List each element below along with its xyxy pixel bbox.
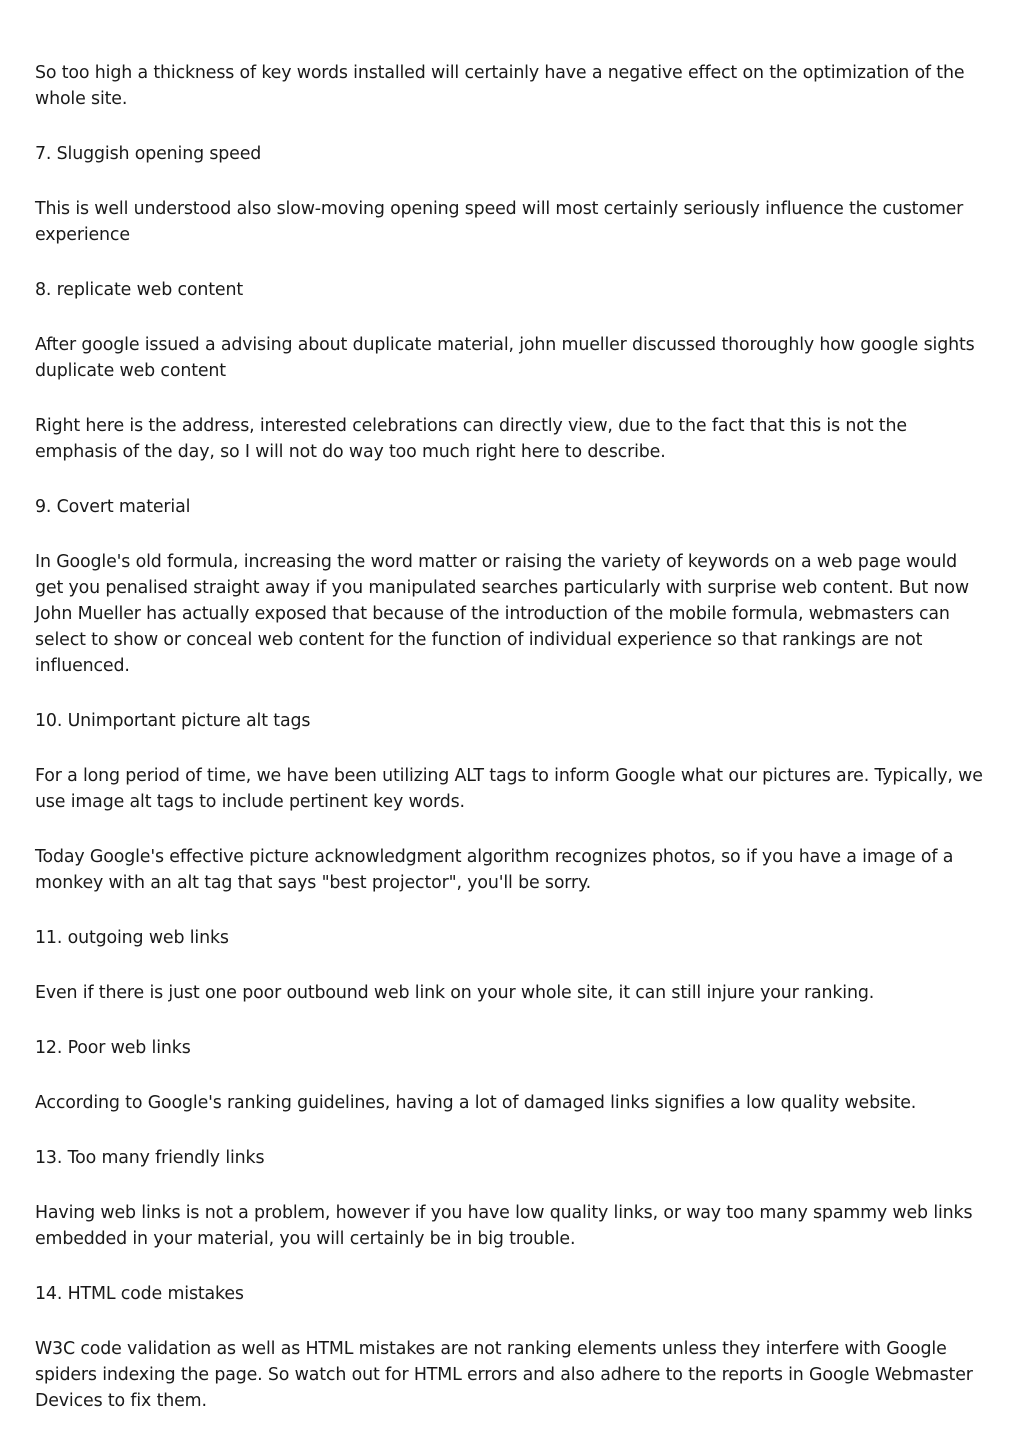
heading-poor-links: 12. Poor web links: [35, 1038, 191, 1058]
paragraph-opening-speed: This is well understood also slow-moving opening speed will most certainly seriously influence the customer experience: [35, 199, 964, 245]
paragraph-hidden-content: In Google's old formula, increasing the word matter or raising the variety of keywords on a web page would get you penalised straight away if you manipulated searches particularly with surprise web content. But now John Mueller has actually exposed that because of the introduction of the mobile formula, webmasters can select to show or conceal web content for the function of individual experience so that rankings are not influenced.: [35, 552, 969, 676]
heading-sluggish-opening-speed: 7. Sluggish opening speed: [35, 144, 262, 164]
paragraph-spammy-links: Having web links is not a problem, however if you have low quality links, or way too many spammy web links embedded in your material, you will certainly be in big trouble.: [35, 1203, 973, 1249]
paragraph-address: Right here is the address, interested celebrations can directly view, due to the fact that this is not the emphasis of the day, so I will not do way too much right here to describe.: [35, 416, 907, 462]
heading-html-mistakes: 14. HTML code mistakes: [35, 1284, 244, 1304]
paragraph-damaged-links: According to Google's ranking guidelines, having a lot of damaged links signifies a low quality website.: [35, 1093, 917, 1113]
paragraph-keyword-density: So too high a thickness of key words installed will certainly have a negative effect on the optimization of the whole site.: [35, 63, 965, 109]
heading-outgoing-links: 11. outgoing web links: [35, 928, 229, 948]
heading-unimportant-alt-tags: 10. Unimportant picture alt tags: [35, 711, 311, 731]
heading-covert-material: 9. Covert material: [35, 497, 191, 517]
paragraph-alt-tags: For a long period of time, we have been utilizing ALT tags to inform Google what our pictures are. Typically, we use image alt tags to include pertinent key words.: [35, 766, 983, 812]
heading-replicate-web-content: 8. replicate web content: [35, 280, 244, 300]
paragraph-image-recognition: Today Google's effective picture acknowledgment algorithm recognizes photos, so if you have a image of a monkey with an alt tag that says "best projector", you'll be sorry.: [35, 847, 954, 893]
heading-friendly-links: 13. Too many friendly links: [35, 1148, 265, 1168]
paragraph-duplicate-material: After google issued a advising about duplicate material, john mueller discussed thoroughly how google sights duplicate web content: [35, 335, 975, 381]
document-body: [35, 60, 990, 1443]
paragraph-w3c-validation: W3C code validation as well as HTML mistakes are not ranking elements unless they interfere with Google spiders indexing the page. So watch out for HTML errors and also adhere to the reports in Google Webmaster Devices to fix them.: [35, 1339, 973, 1411]
paragraph-outbound-link: Even if there is just one poor outbound web link on your whole site, it can still injure your ranking.: [35, 983, 875, 1003]
